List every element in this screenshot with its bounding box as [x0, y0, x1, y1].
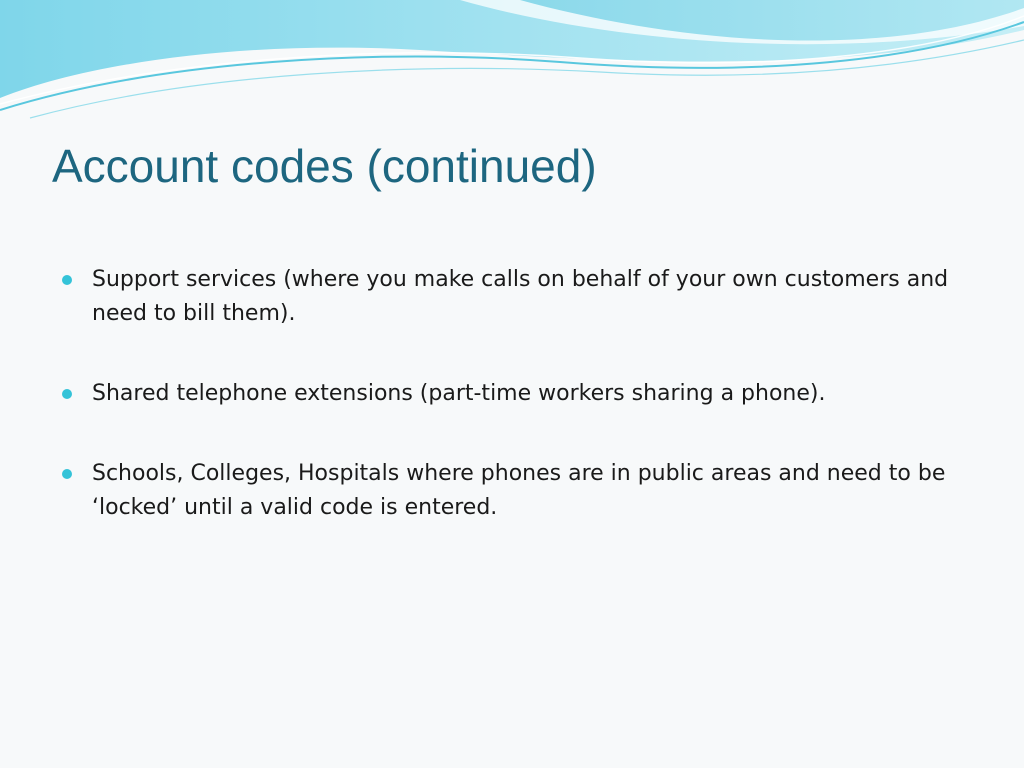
slide-title: Account codes (continued)	[52, 140, 597, 192]
bullet-text: Schools, Colleges, Hospitals where phones are in public areas and need to be ‘locked’ until a valid code is entered.	[92, 461, 946, 520]
bullet-dot-icon	[62, 389, 72, 399]
bullet-item	[58, 377, 958, 411]
bullet-dot-icon	[62, 469, 72, 479]
bullet-item	[58, 457, 958, 525]
bullet-text: Shared telephone extensions (part-time workers sharing a phone).	[92, 381, 826, 406]
bullet-item	[58, 263, 958, 331]
bullet-dot-icon	[62, 275, 72, 285]
header-wave-decoration	[0, 0, 1024, 130]
bullet-list	[58, 263, 958, 525]
bullet-text: Support services (where you make calls on behalf of your own customers and need to bill them).	[92, 267, 949, 326]
